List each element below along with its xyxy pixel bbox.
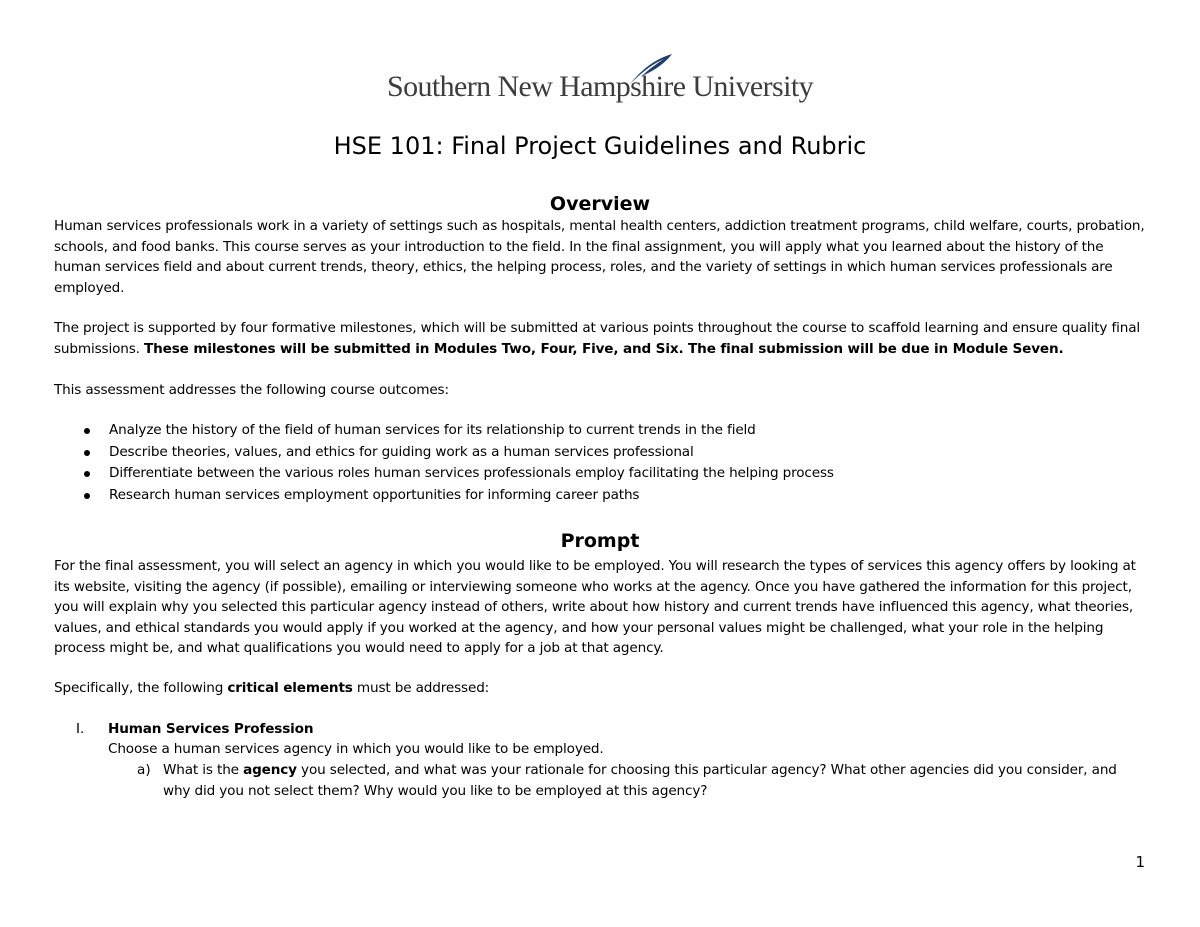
university-logo-text: Southern New Hampshire University xyxy=(387,70,813,103)
intro-text-end: must be addressed: xyxy=(352,680,490,696)
page-number: 1 xyxy=(1135,853,1145,871)
intro-text: Specifically, the following xyxy=(54,680,228,696)
milestones-paragraph xyxy=(54,318,1154,359)
page-title: HSE 101: Final Project Guidelines and Rubric xyxy=(333,132,867,160)
bullet-icon xyxy=(84,471,90,477)
prompt-heading: Prompt xyxy=(560,530,640,552)
course-outcomes-list xyxy=(54,420,1154,506)
bullet-icon xyxy=(84,428,90,434)
outcome-text: Describe theories, values, and ethics for guiding work as a human services professional xyxy=(109,443,694,460)
section-description: Choose a human services agency in which you would like to be employed. xyxy=(108,741,604,757)
subitem-text-start: What is the xyxy=(163,762,244,778)
agency-bold: agency xyxy=(243,762,297,778)
list-item xyxy=(54,442,1154,464)
bullet-icon xyxy=(84,493,90,499)
overview-paragraph: Human services professionals work in a variety of settings such as hospitals, mental health centers, addiction treatment programs, child welfare, courts, probation, schools, and food banks. This course serves as your introduction to the field. In the final assignment, you will apply what you learned about the history of the human services field and about current trends, theory, ethics, the helping process, roles, and the variety of settings in which human services professionals are employed. xyxy=(54,218,1145,296)
bullet-icon xyxy=(84,450,90,456)
outcome-text: Analyze the history of the field of human services for its relationship to current trends in the field xyxy=(109,422,756,438)
section-numeral: I. xyxy=(76,721,85,737)
prompt-paragraph: For the final assessment, you will select an agency in which you would like to be employed. You will research the types of services this agency offers by looking at its website, visiting the agency (if possible), emailing or interviewing someone who works at the agency. Once you have gathered the information for this project, you will explain why you selected this particular agency instead of others, write about how history and current trends have influenced this agency, what theories, values, and ethical standards you would apply if you worked at the agency, and how your personal values might be challenged, what your role in the helping process might be, and what qualifications you would need to apply for a job at that agency. xyxy=(54,558,1136,656)
section-title: Human Services Profession xyxy=(108,721,314,737)
outcome-text: Differentiate between the various roles human services professionals employ facilitating the helping process xyxy=(109,465,834,481)
subitem-marker: a) xyxy=(137,762,151,778)
milestones-text: The project is supported by four formative milestones, which will be submitted at various points throughout the course to scaffold learning and ensure quality final submissions. xyxy=(54,320,1141,357)
milestones-bold-text: These milestones will be submitted in Modules Two, Four, Five, and Six. The final submission will be due in Module Seven. xyxy=(144,340,1064,357)
list-item xyxy=(54,485,1154,507)
outcome-text: Research human services employment opportunities for informing career paths xyxy=(109,486,640,503)
critical-elements-intro xyxy=(54,678,1154,699)
list-item xyxy=(54,420,1154,442)
subitem-text xyxy=(163,760,1148,801)
critical-elements-bold: critical elements xyxy=(227,680,353,696)
outcomes-intro: This assessment addresses the following course outcomes: xyxy=(54,382,449,398)
feather-icon xyxy=(626,52,674,86)
university-logo xyxy=(0,52,1200,103)
list-item xyxy=(54,463,1154,485)
overview-heading: Overview xyxy=(549,193,651,215)
subitem-text-end: you selected, and what was your rationale for choosing this particular agency? What other agencies did you consider, and why did you not select them? Why would you like to be employed at this agency? xyxy=(163,762,1117,799)
